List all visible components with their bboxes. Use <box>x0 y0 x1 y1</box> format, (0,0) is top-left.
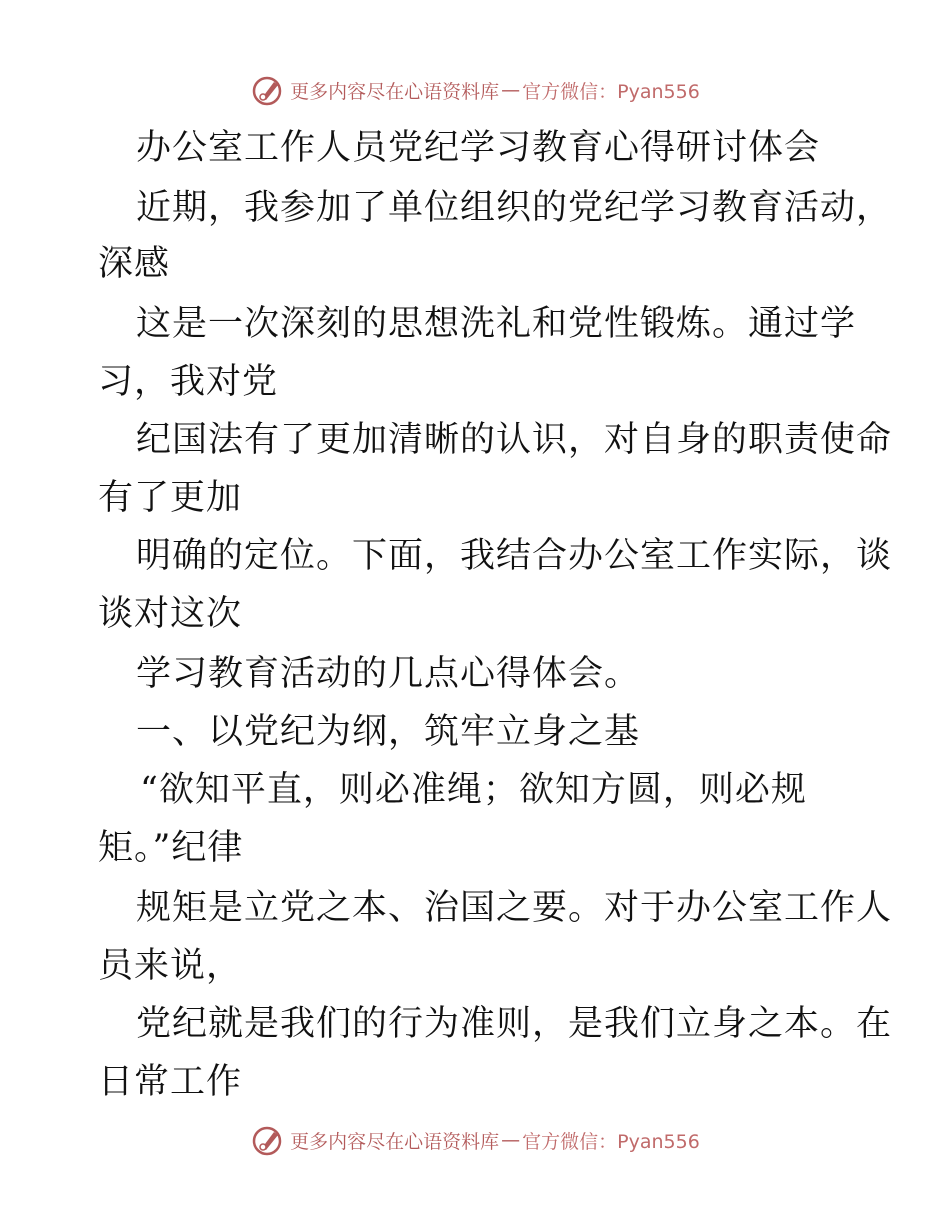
paragraph-line: “欲知平直，则必准绳；欲知方圆，则必规 <box>140 770 807 810</box>
paragraph-line: 纪国法有了更加清晰的认识，对自身的职责使命 <box>136 420 893 460</box>
paragraph-line: 学习教育活动的几点心得体会。 <box>136 654 641 694</box>
paragraph-line: 矩。”纪律 <box>98 828 244 868</box>
footer-watermark <box>0 1120 950 1160</box>
footer-watermark-text: 更多内容尽在心语资料库 <box>290 1130 500 1153</box>
pen-logo-icon <box>250 1122 286 1158</box>
paragraph-line: 这是一次深刻的思想洗礼和党性锻炼。通过学 <box>136 304 857 344</box>
footer-watermark-contact: 官方微信：Pyan556 <box>522 1130 700 1153</box>
header-watermark-dash: — <box>501 79 521 101</box>
header-watermark-text: 更多内容尽在心语资料库 <box>290 80 500 103</box>
paragraph-line: 近期，我参加了单位组织的党纪学习教育活动， <box>136 188 893 228</box>
paragraph-line: 员来说， <box>98 946 243 986</box>
paragraph-line: 明确的定位。下面，我结合办公室工作实际，谈 <box>136 536 893 576</box>
section-heading: 一、以党纪为纲，筑牢立身之基 <box>136 712 641 752</box>
paragraph-line: 习，我对党 <box>98 362 279 402</box>
document-title: 办公室工作人员党纪学习教育心得研讨体会 <box>136 128 821 168</box>
paragraph-line: 规矩是立党之本、治国之要。对于办公室工作人 <box>136 888 893 928</box>
paragraph-line: 日常工作 <box>98 1062 243 1102</box>
paragraph-line: 有了更加 <box>98 478 243 518</box>
header-watermark-contact: 官方微信：Pyan556 <box>522 80 700 103</box>
paragraph-line: 党纪就是我们的行为准则，是我们立身之本。在 <box>136 1004 893 1044</box>
footer-watermark-dash: — <box>501 1129 521 1151</box>
paragraph-line: 谈对这次 <box>98 594 243 634</box>
paragraph-line: 深感 <box>98 244 171 284</box>
